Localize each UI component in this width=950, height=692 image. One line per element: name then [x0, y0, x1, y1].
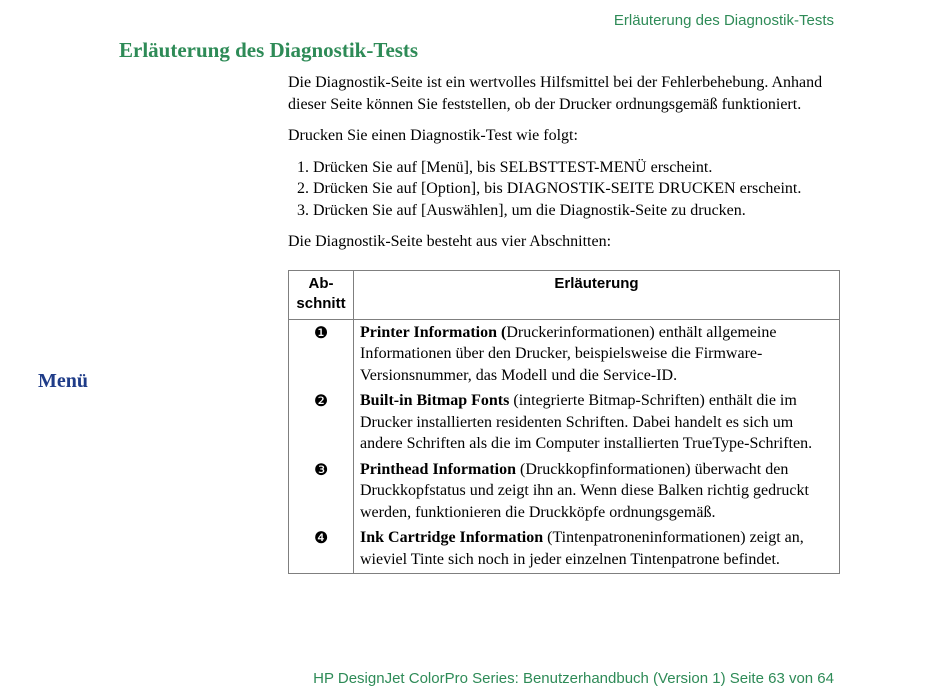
table-row: [289, 527, 840, 574]
section-description: [354, 319, 840, 390]
running-header: Erläuterung des Diagnostik-Tests: [613, 12, 834, 29]
table-header-row: [289, 270, 840, 319]
intro-paragraph: Die Diagnostik-Seite ist ein wertvolles Hilfsmittel bei der Fehlerbehebung. Anhand dieser Seite können Sie feststellen, ob der Drucker ordnungsgemäß funktioniert.: [288, 74, 823, 113]
steps-list: [288, 157, 840, 222]
column-header-section-line2: schnitt: [296, 294, 346, 312]
sections-table: [288, 270, 840, 575]
section-text: Druckerinformationen) enthält allgemeine Informationen über den Drucker, beispielsweise die Firmware-Versionsnummer, das Modell und die Service-ID.: [360, 323, 777, 384]
section-term: Printhead Information: [360, 460, 516, 478]
section-number-3-icon: ❸: [289, 459, 354, 528]
column-header-explanation: Erläuterung: [354, 270, 840, 319]
section-number-4-icon: ❹: [289, 527, 354, 574]
section-term: Printer Information (: [360, 323, 507, 341]
step-item: 3. Drücken Sie auf [Auswählen], um die Diagnostik-Seite zu drucken.: [313, 200, 840, 222]
step-item: 2. Drücken Sie auf [Option], bis DIAGNOSTIK-SEITE DRUCKEN erscheint.: [313, 178, 840, 200]
table-row: [289, 459, 840, 528]
section-number-2-icon: ❷: [289, 390, 354, 459]
column-header-section-line1: Ab-: [308, 274, 334, 292]
table-row: [289, 390, 840, 459]
page-footer: HP DesignJet ColorPro Series: Benutzerhandbuch (Version 1) Seite 63 von 64: [313, 670, 834, 687]
section-text: (Druckkopfinformationen) überwacht den Druckkopfstatus und zeigt ihn an. Wenn diese Balken richtig gedruckt werden, funktionieren die Druckköpfe ordnungsgemäß.: [360, 460, 809, 521]
table-row: [289, 319, 840, 390]
step-item: 1. Drücken Sie auf [Menü], bis SELBSTTEST-MENÜ erscheint.: [313, 157, 840, 179]
section-number-1-icon: ❶: [289, 319, 354, 390]
page-title: Erläuterung des Diagnostik-Tests: [119, 38, 419, 62]
sections-intro: Die Diagnostik-Seite besteht aus vier Abschnitten:: [288, 233, 612, 250]
section-term: Built-in Bitmap Fonts: [360, 392, 510, 409]
section-description: [354, 527, 840, 574]
column-header-section: [289, 270, 354, 319]
sidebar-menu-link[interactable]: Menü: [38, 370, 88, 392]
section-description: [354, 459, 840, 528]
section-text: (integrierte Bitmap-Schriften) enthält die im Drucker installierten residenten Schriften. Dabei handelt es sich um andere Schriften als die im Computer installierten TrueType-Schriften.: [360, 392, 813, 452]
main-content: [288, 72, 840, 574]
section-text: (Tintenpatroneninformationen) zeigt an, wieviel Tinte sich noch in jeder einzelnen Tintenpatrone befindet.: [360, 529, 804, 568]
section-term: Ink Cartridge Information: [360, 529, 544, 546]
section-description: [354, 390, 840, 459]
steps-intro: Drucken Sie einen Diagnostik-Test wie folgt:: [288, 127, 578, 144]
